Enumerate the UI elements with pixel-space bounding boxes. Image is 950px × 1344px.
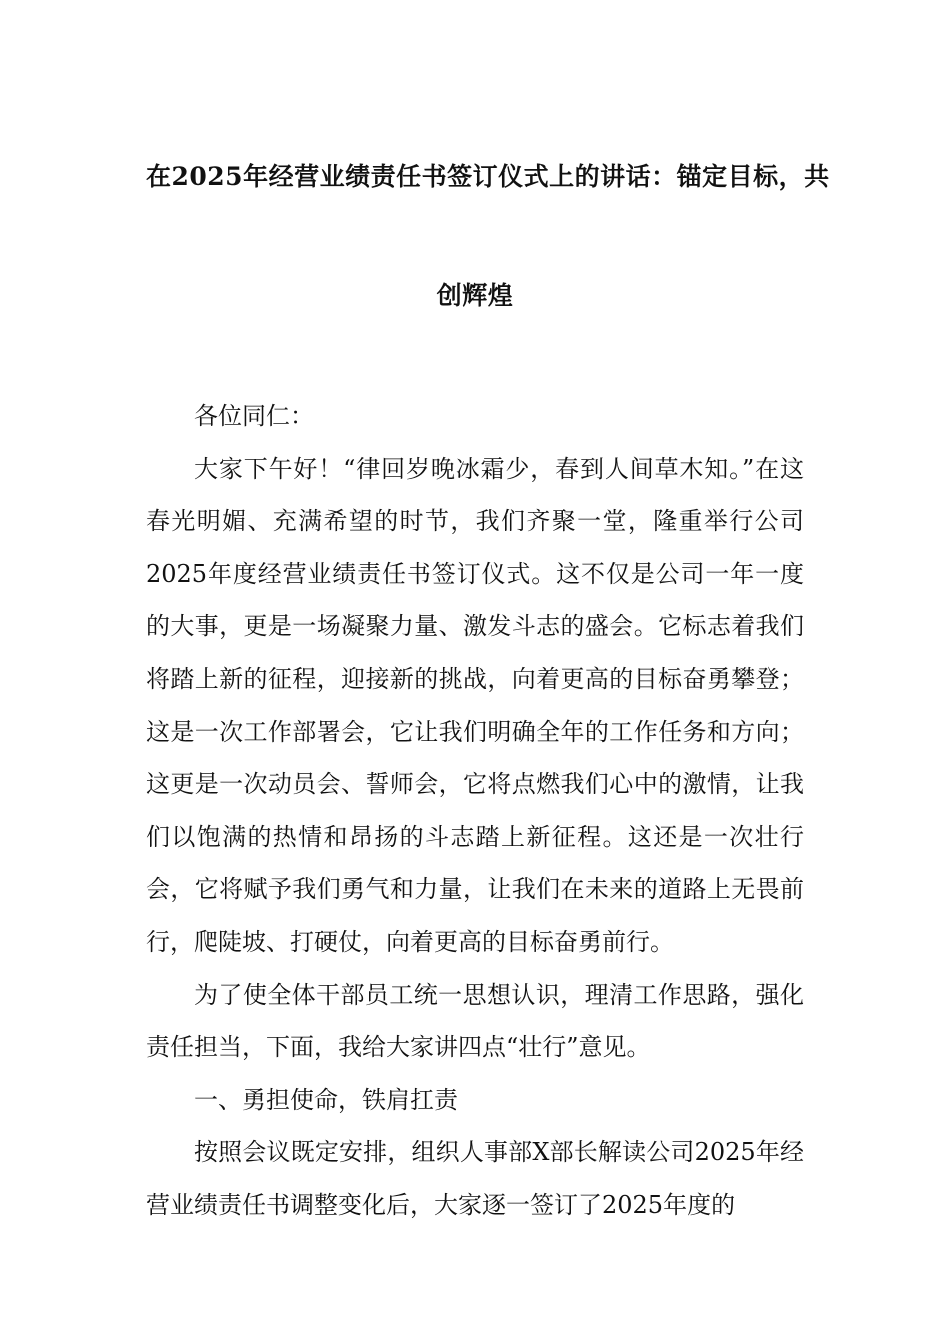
opening-paragraph: 大家下午好！“律回岁晚冰霜少，春到人间草木知。”在这春光明媚、充满希望的时节，我们齐聚一堂，隆重举行公司2025年度经营业绩责任书签订仪式。这不仅是公司一年一度的大事，更是一场凝聚力量、激发斗志的盛会。它标志着我们将踏上新的征程，迎接新的挑战，向着更高的目标奋勇攀登；这是一次工作部署会，它让我们明确全年的工作任务和方向；这更是一次动员会、誓师会，它将点燃我们心中的激情，让我们以饱满的热情和昂扬的斗志踏上新征程。这还是一次壮行会，它将赋予我们勇气和力量，让我们在未来的道路上无畏前行，爬陡坡、打硬仗，向着更高的目标奋勇前行。 [146,454,804,956]
document-title-line-1: 在2025年经营业绩责任书签订仪式上的讲话：锚定目标，共 [146,162,830,191]
section-heading-1: 一、勇担使命，铁肩扛责 [194,1085,458,1114]
document-body [146,390,804,1232]
purpose-paragraph: 为了使全体干部员工统一思想认识，理清工作思路，强化责任担当，下面，我给大家讲四点“壮行”意见。 [146,980,804,1062]
section-1-paragraph: 按照会议既定安排，组织人事部X部长解读公司2025年经营业绩责任书调整变化后，大家逐一签订了2025年度的 [146,1138,804,1219]
document-title-line-2: 创辉煌 [436,281,514,310]
salutation-paragraph: 各位同仁： [194,402,314,430]
